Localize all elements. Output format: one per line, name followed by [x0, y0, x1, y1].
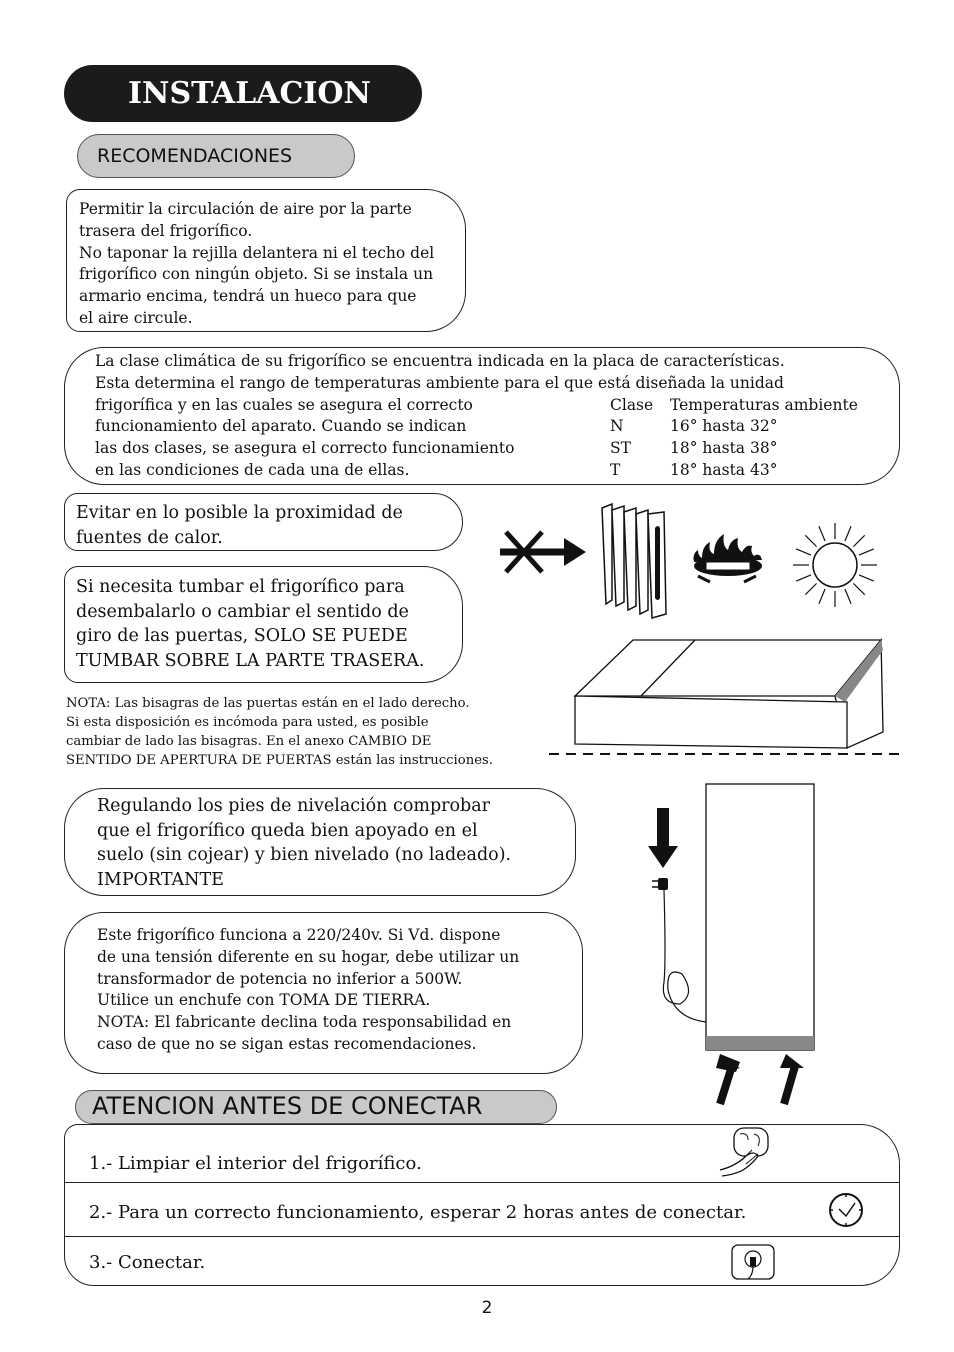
sun-icon	[790, 520, 880, 610]
clock-icon	[828, 1192, 864, 1228]
text-line: el aire circule.	[79, 308, 193, 327]
prohibited-arrow-icon	[500, 528, 590, 578]
text-line: de una tensión diferente en su hogar, debe utilizar un	[97, 947, 520, 966]
text-line: transformador de potencia no inferior a 500W.	[97, 969, 463, 988]
lay-down-box	[64, 566, 463, 683]
text-line: desembalarlo o cambiar el sentido de	[76, 601, 409, 622]
text-line: las dos clases, se asegura el correcto funcionamiento	[95, 439, 515, 458]
sun-ray	[796, 549, 811, 555]
sun-ray	[853, 583, 864, 594]
arrow-up-left	[716, 1054, 740, 1104]
sun-ray	[819, 589, 825, 604]
climate-lower	[95, 395, 899, 483]
text-line: Evitar en lo posible la proximidad de	[76, 503, 403, 523]
text-line: Este frigorífico funciona a 220/240v. Si Vd. dispone	[97, 926, 501, 944]
text-line: giro de las puertas, SOLO SE PUEDE	[76, 626, 408, 646]
text-line: en las condiciones de cada una de ellas.	[95, 460, 410, 479]
text-line: Esta determina el rango de temperaturas ambiente para el que está diseñada la unidad	[95, 373, 784, 392]
lying-fridge-illustration	[545, 636, 905, 758]
cleaning-hand-icon	[718, 1126, 774, 1178]
air-circulation-box	[66, 189, 466, 332]
text-line: Utilice un enchufe con TOMA DE TIERRA.	[97, 991, 431, 1010]
text-line: trasera del frigorífico.	[79, 221, 253, 240]
page-number: 2	[481, 1298, 493, 1318]
step-item: 2.- Para un correcto funcionamiento, esperar 2 horas antes de conectar.	[89, 1202, 747, 1223]
text-line: No taponar la rejilla delantera ni el techo del	[79, 243, 435, 262]
power-box	[64, 912, 583, 1074]
leveling-box	[64, 788, 576, 896]
recommendations-heading: RECOMENDACIONES	[77, 134, 355, 178]
sun-ray	[805, 535, 816, 546]
step-item: 1.- Limpiar el interior del frigorífico.	[89, 1153, 422, 1174]
text-line: armario encima, tendrá un hueco para que	[79, 287, 417, 306]
plug-icon	[652, 878, 668, 890]
table-header: Clase	[610, 395, 654, 414]
text-line: TUMBAR SOBRE LA PARTE TRASERA.	[76, 650, 425, 671]
heat-sources-box	[64, 493, 463, 551]
table-row: T 18° hasta 43°	[610, 460, 778, 479]
standing-fridge-illustration	[640, 782, 820, 1112]
row-divider	[65, 1236, 899, 1237]
text-line: IMPORTANTE	[97, 869, 224, 890]
sun-ray	[853, 535, 864, 546]
text-line: SENTIDO DE APERTURA DE PUERTAS están las instrucciones.	[66, 753, 493, 768]
attention-heading: ATENCION ANTES DE CONECTAR	[75, 1090, 557, 1124]
climate-class-box	[64, 347, 900, 485]
arrow-up-right	[780, 1054, 804, 1104]
text-line: frigorífico con ningún objeto. Si se instala un	[79, 265, 434, 284]
plug-socket-icon	[730, 1243, 776, 1283]
text-line: Si esta disposición es incómoda para usted, es posible	[66, 715, 429, 730]
sun-ray	[819, 526, 825, 541]
text-line: que el frigorífico queda bien apoyado en el	[97, 820, 478, 841]
sun-ray	[859, 575, 874, 581]
table-row: N 16° hasta 32°	[610, 417, 778, 436]
sun-ray	[845, 526, 851, 541]
hinges-note	[66, 694, 536, 770]
climate-table	[610, 395, 858, 482]
table-header: Temperaturas ambiente	[670, 395, 858, 414]
radiator-icon	[600, 502, 672, 620]
text-line: caso de que no se sigan estas recomendaciones.	[97, 1034, 477, 1053]
text-line: NOTA: Las bisagras de las puertas están en el lado derecho.	[66, 696, 470, 711]
row-divider	[65, 1182, 899, 1183]
step-item: 3.- Conectar.	[89, 1252, 206, 1273]
table-row: ST 18° hasta 38°	[610, 439, 778, 458]
sun-ray	[859, 549, 874, 555]
text-line: cambiar de lado las bisagras. En el anexo CAMBIO DE	[66, 734, 432, 749]
sun-ray	[845, 589, 851, 604]
text-line: frigorífica y en las cuales se asegura el correcto	[95, 395, 473, 414]
sun-ray	[805, 583, 816, 594]
text-line: NOTA: El fabricante declina toda responsabilidad en	[97, 1013, 512, 1032]
text-line: funcionamiento del aparato. Cuando se indican	[95, 417, 467, 436]
sun-ray	[796, 575, 811, 581]
text-line: Permitir la circulación de aire por la parte	[79, 200, 412, 218]
text-line: suelo (sin cojear) y bien nivelado (no ladeado).	[97, 845, 512, 865]
page-title: INSTALACION	[64, 65, 422, 122]
text-line: Regulando los pies de nivelación comprobar	[97, 796, 491, 816]
text-line: La clase climática de su frigorífico se encuentra indicada en la placa de características.	[95, 352, 785, 370]
gas-flame-icon	[690, 532, 764, 584]
text-line: Si necesita tumbar el frigorífico para	[76, 577, 405, 597]
text-line: fuentes de calor.	[76, 527, 223, 548]
